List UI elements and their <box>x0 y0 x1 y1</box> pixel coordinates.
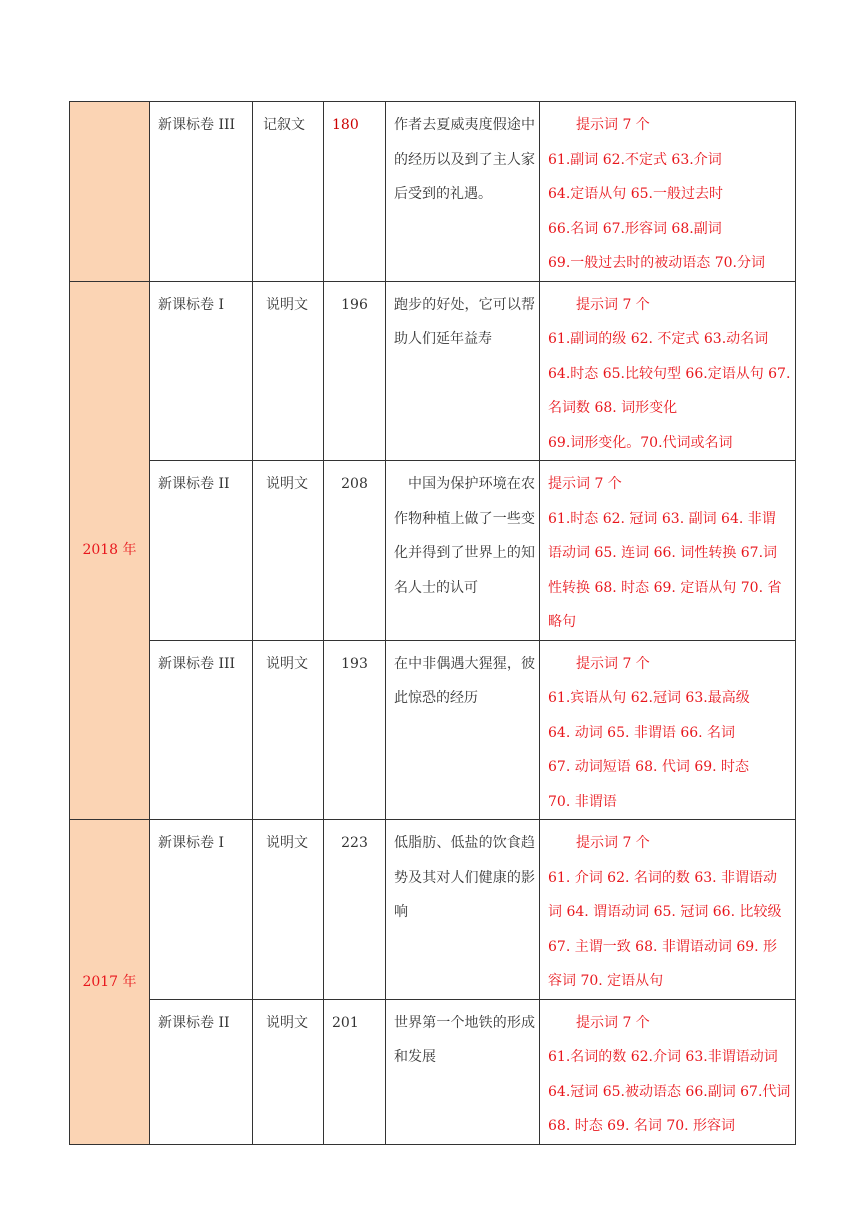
genre-cell: 说明文 <box>253 999 324 1144</box>
points-line: 61. 介词 62. 名词的数 63. 非谓语动 <box>548 869 778 886</box>
topic-cell: 中国为保护环境在农作物种植上做了一些变化并得到了世界上的知名人士的认可 <box>386 461 540 641</box>
paper-cell: 新课标卷 II <box>150 999 253 1144</box>
word-count-cell: 223 <box>324 820 386 1000</box>
grammar-points-cell <box>540 461 796 641</box>
points-line: 68. 时态 69. 名词 70. 形容词 <box>548 1118 736 1134</box>
genre-cell: 记叙文 <box>253 102 324 282</box>
year-cell: 2017 年 <box>70 820 150 1145</box>
paper-cell: 新课标卷 III <box>150 102 253 282</box>
points-line: 提示词 7 个 <box>576 117 650 133</box>
points-line: 略句 <box>548 614 576 630</box>
paper-cell: 新课标卷 III <box>150 640 253 820</box>
word-count-cell: 193 <box>324 640 386 820</box>
points-line: 61.副词 62.不定式 63.介词 <box>548 151 722 168</box>
points-line: 提示词 7 个 <box>576 296 650 313</box>
points-line: 69.词形变化。70.代词或名词 <box>548 434 733 451</box>
topic-cell: 跑步的好处，它可以帮助人们延年益寿 <box>386 281 540 461</box>
topic-cell: 在中非偶遇大猩猩，彼此惊恐的经历 <box>386 640 540 820</box>
table-row <box>70 281 796 461</box>
grammar-points-cell <box>540 999 796 1144</box>
points-line: 61.副词的级 62. 不定式 63.动名词 <box>548 331 769 347</box>
grammar-points-cell <box>540 820 796 1000</box>
paper-cell: 新课标卷 II <box>150 461 253 641</box>
table-row <box>70 999 796 1144</box>
table-row <box>70 461 796 641</box>
points-line: 67. 主谓一致 68. 非谓语动词 69. 形 <box>548 938 778 955</box>
paper-cell: 新课标卷 I <box>150 281 253 461</box>
points-line: 名词数 68. 词形变化 <box>548 400 678 416</box>
points-line: 容词 70. 定语从句 <box>548 973 664 989</box>
grammar-points-cell <box>540 102 796 282</box>
topic-cell: 作者去夏威夷度假途中的经历以及到了主人家后受到的礼遇。 <box>386 102 540 282</box>
points-line: 61.宾语从句 62.冠词 63.最高级 <box>548 690 750 706</box>
points-line: 64.定语从句 65.一般过去时 <box>548 186 723 202</box>
genre-cell: 说明文 <box>253 820 324 1000</box>
points-line: 70. 非谓语 <box>548 793 617 810</box>
paper-cell: 新课标卷 I <box>150 820 253 1000</box>
genre-cell: 说明文 <box>253 281 324 461</box>
word-count-cell: 180 <box>324 102 386 282</box>
points-line: 69.一般过去时的被动语态 70.分词 <box>548 255 765 271</box>
points-line: 提示词 7 个 <box>548 476 622 492</box>
points-line: 提示词 7 个 <box>576 835 650 851</box>
points-line: 66.名词 67.形容词 68.副词 <box>548 220 722 237</box>
table-row <box>70 820 796 1000</box>
table-row <box>70 102 796 282</box>
points-line: 67. 动词短语 68. 代词 69. 时态 <box>548 759 750 775</box>
word-count-cell: 196 <box>324 281 386 461</box>
points-line: 64. 动词 65. 非谓语 66. 名词 <box>548 724 736 741</box>
points-line: 语动词 65. 连词 66. 词性转换 67.词 <box>548 545 778 561</box>
word-count-cell: 201 <box>324 999 386 1144</box>
points-line: 性转换 68. 时态 69. 定语从句 70. 省 <box>548 579 782 596</box>
points-line: 提示词 7 个 <box>576 1014 650 1031</box>
points-line: 64.冠词 65.被动语态 66.副词 67.代词 <box>548 1083 791 1100</box>
topic-cell: 低脂肪、低盐的饮食趋势及其对人们健康的影响 <box>386 820 540 1000</box>
grammar-points-cell <box>540 281 796 461</box>
grammar-points-cell <box>540 640 796 820</box>
genre-cell: 说明文 <box>253 461 324 641</box>
topic-cell: 世界第一个地铁的形成和发展 <box>386 999 540 1144</box>
year-cell <box>70 102 150 282</box>
genre-cell: 说明文 <box>253 640 324 820</box>
points-line: 64.时态 65.比较句型 66.定语从句 67. <box>548 365 791 382</box>
exam-summary-table <box>69 101 796 1145</box>
points-line: 提示词 7 个 <box>576 655 650 672</box>
points-line: 61.名词的数 62.介词 63.非谓语动词 <box>548 1049 778 1065</box>
year-cell: 2018 年 <box>70 281 150 820</box>
word-count-cell: 208 <box>324 461 386 641</box>
table-row <box>70 640 796 820</box>
points-line: 词 64. 谓语动词 65. 冠词 66. 比较级 <box>548 904 782 920</box>
points-line: 61.时态 62. 冠词 63. 副词 64. 非谓 <box>548 510 776 527</box>
